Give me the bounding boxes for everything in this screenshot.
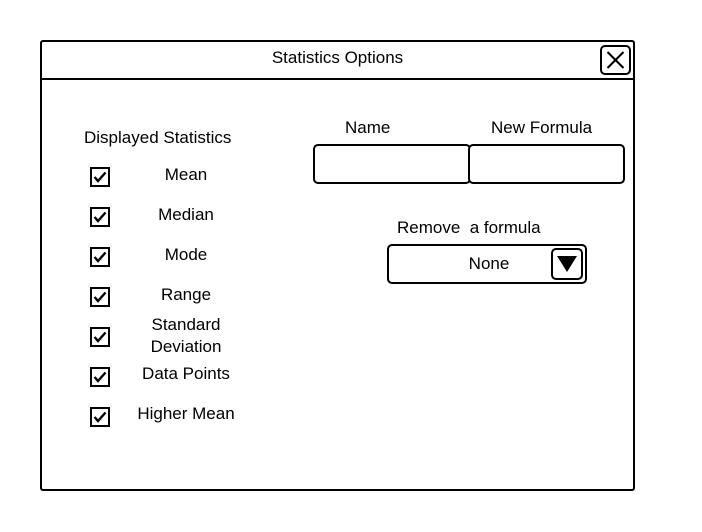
checkmark-icon bbox=[93, 330, 107, 344]
checkbox-row-median bbox=[90, 200, 250, 240]
name-input[interactable] bbox=[313, 144, 471, 184]
checkbox-row-standard-deviation bbox=[90, 314, 250, 364]
checkbox-row-data-points bbox=[90, 360, 250, 400]
checkbox-row-higher-mean bbox=[90, 400, 250, 440]
median-label: Median bbox=[158, 205, 214, 224]
checkmark-icon bbox=[93, 170, 107, 184]
data-points-checkbox[interactable] bbox=[90, 367, 110, 387]
range-checkbox[interactable] bbox=[90, 287, 110, 307]
new-formula-input[interactable] bbox=[468, 144, 625, 184]
data-points-label: Data Points bbox=[142, 364, 230, 383]
statistics-options-dialog bbox=[40, 40, 635, 491]
remove-formula-dropdown[interactable] bbox=[387, 244, 587, 284]
checkbox-row-mean bbox=[90, 160, 250, 200]
displayed-statistics-heading: Displayed Statistics bbox=[84, 128, 232, 147]
median-checkbox[interactable] bbox=[90, 207, 110, 227]
standard-deviation-label: Standard Deviation bbox=[150, 315, 222, 356]
checkmark-icon bbox=[93, 210, 107, 224]
checkmark-icon bbox=[93, 250, 107, 264]
checkmark-icon bbox=[93, 410, 107, 424]
checkmark-icon bbox=[93, 290, 107, 304]
close-icon bbox=[606, 51, 625, 69]
higher-mean-checkbox[interactable] bbox=[90, 407, 110, 427]
standard-deviation-checkbox[interactable] bbox=[90, 327, 110, 347]
name-label: Name bbox=[345, 118, 391, 137]
dialog-title: Statistics Options bbox=[271, 48, 404, 67]
range-label: Range bbox=[160, 285, 212, 304]
mean-checkbox[interactable] bbox=[90, 167, 110, 187]
triangle-down-icon bbox=[556, 255, 578, 273]
dropdown-selected-value: None bbox=[468, 254, 510, 273]
checkbox-row-mode bbox=[90, 240, 250, 280]
mode-checkbox[interactable] bbox=[90, 247, 110, 267]
mean-label: Mean bbox=[164, 165, 208, 184]
close-button[interactable] bbox=[600, 45, 631, 75]
checkmark-icon bbox=[93, 370, 107, 384]
mode-label: Mode bbox=[164, 245, 208, 264]
new-formula-label: New Formula bbox=[491, 118, 593, 137]
higher-mean-label: Higher Mean bbox=[137, 404, 235, 423]
remove-formula-label: Remove a formula bbox=[397, 218, 541, 237]
dropdown-arrow-button[interactable] bbox=[551, 248, 583, 280]
title-bar bbox=[42, 42, 633, 80]
